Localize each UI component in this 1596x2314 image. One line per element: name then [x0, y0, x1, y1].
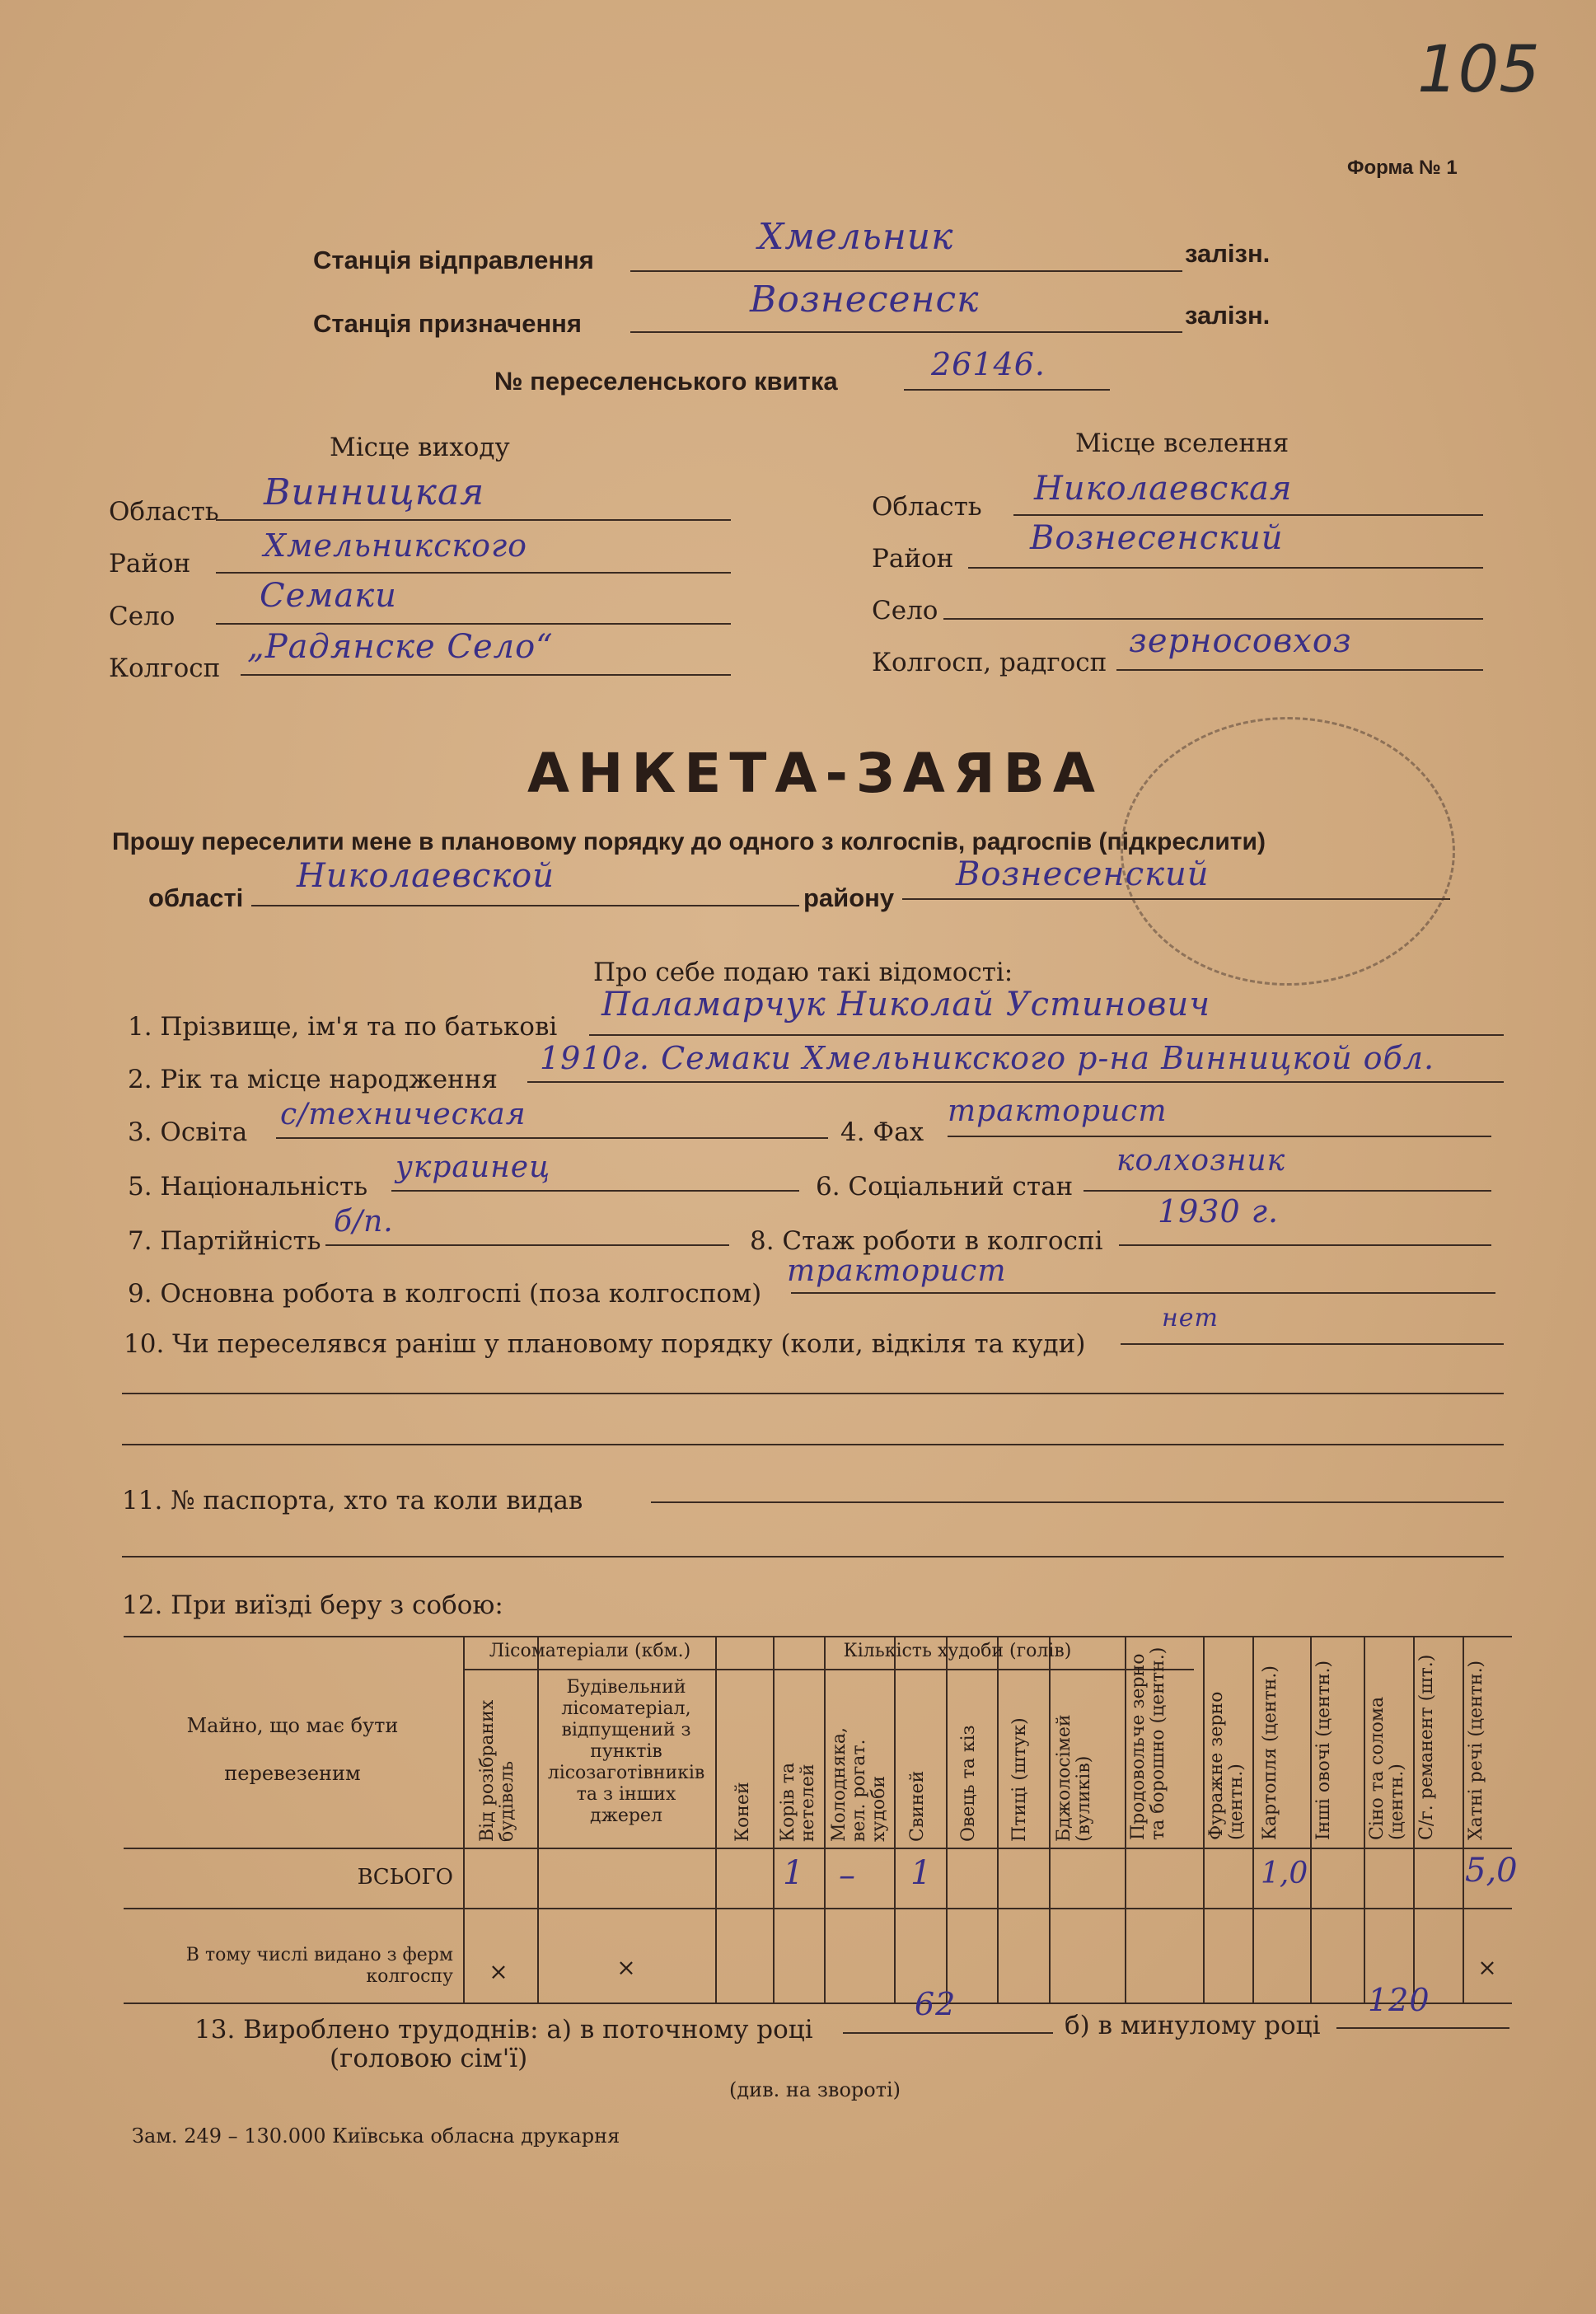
col-house: Хатні речі (центн.) — [1466, 1660, 1486, 1840]
col-div-7 — [946, 1636, 948, 2002]
dest-oblast-label: Область — [872, 492, 982, 522]
col-lumber-1: Від розібраних будівель — [477, 1699, 517, 1842]
field-4-value: тракторист — [948, 1094, 1168, 1128]
field-5-value: украинец — [395, 1150, 551, 1184]
table-row-rule — [124, 1908, 1512, 1909]
col-div-9 — [1049, 1636, 1051, 2002]
field-11-line-2 — [122, 1556, 1504, 1558]
dest-village-line — [943, 618, 1483, 620]
origin-oblast-line — [216, 519, 731, 521]
field-10-line — [1121, 1343, 1504, 1345]
origin-raion-value: Хмельникского — [264, 527, 528, 564]
field-3-value: с/техническая — [280, 1098, 527, 1131]
field-6-label: 6. Соціальний стан — [816, 1172, 1074, 1202]
field-6-line — [1084, 1190, 1491, 1192]
total-potato: 1,0 — [1261, 1857, 1308, 1890]
dest-raion-line — [968, 567, 1483, 569]
destination-suffix: залізн. — [1185, 301, 1271, 330]
total-cows: 1 — [783, 1854, 804, 1892]
request-oblast-label: області — [148, 883, 244, 912]
workdays-label-b: б) в минулому році — [1065, 2011, 1321, 2040]
departure-label: Станція відправлення — [313, 246, 594, 274]
field-5-label: 5. Національність — [128, 1172, 368, 1202]
departure-value: Хмельник — [758, 216, 954, 258]
dest-kolhosp-line — [1116, 669, 1483, 671]
origin-heading: Місце виходу — [330, 433, 510, 462]
field-11-label: 11. № паспорта, хто та коли видав — [122, 1486, 583, 1515]
col-bees: Бджолосімей (вуликів) — [1054, 1714, 1094, 1842]
cross-1: × — [489, 1958, 508, 1985]
dest-kolhosp-value: зерносовхоз — [1129, 622, 1352, 660]
field-2-value: 1910г. Семаки Хмельникского р-на Винницкой обл. — [540, 1040, 1435, 1076]
intro-text: Про себе подаю такі відомості: — [593, 958, 1013, 987]
total-young: – — [839, 1857, 855, 1895]
origin-raion-label: Район — [109, 549, 191, 578]
col-potato: Картопля (центн.) — [1260, 1665, 1280, 1840]
col-div-2 — [537, 1636, 539, 2002]
cross-3: × — [1477, 1954, 1497, 1981]
destination-value: Вознесенск — [750, 279, 980, 321]
col-lumber-2: Будівельний лісоматеріал, відпущений з пунктів лісозаготівників та з інших джерел — [547, 1677, 705, 1826]
total-house: 5,0 — [1465, 1852, 1518, 1890]
see-overleaf: (див. на звороті) — [729, 2078, 901, 2101]
field-10-value: нет — [1162, 1304, 1219, 1333]
field-8-line — [1119, 1244, 1491, 1246]
col-young: Молодняка, вел. рогат. худоби — [829, 1727, 889, 1842]
page-title: АНКЕТА-ЗАЯВА — [527, 742, 1104, 805]
col-horses: Коней — [732, 1782, 753, 1842]
field-6-value: колхозник — [1116, 1144, 1286, 1178]
table-bottom-rule — [124, 2002, 1512, 2004]
archive-number: 105 — [1417, 33, 1540, 107]
col-div-6 — [894, 1636, 896, 2002]
origin-oblast-label: Область — [109, 497, 219, 527]
field-3-label: 3. Освіта — [128, 1117, 248, 1147]
group-lumber: Лісоматеріали (кбм.) — [489, 1641, 691, 1661]
workdays-line-b — [1336, 2027, 1509, 2029]
col-birds: Птиці (штук) — [1009, 1717, 1030, 1842]
dest-oblast-value: Николаевская — [1034, 470, 1293, 508]
ticket-label: № переселенського квитка — [494, 367, 838, 396]
field-7-line — [325, 1244, 729, 1246]
ticket-value: 26146. — [931, 346, 1046, 382]
workdays-sub: (головою сім'ї) — [330, 2044, 528, 2073]
request-oblast-line — [251, 905, 799, 906]
field-5-line — [391, 1190, 799, 1192]
row-total-label: ВСЬОГО — [357, 1865, 453, 1890]
group-livestock: Кількість худоби (голів) — [843, 1641, 1072, 1661]
col-div-15 — [1413, 1636, 1415, 2002]
departure-suffix: залізн. — [1185, 239, 1271, 268]
field-2-line — [527, 1081, 1504, 1083]
field-1-label: 1. Прізвище, ім'я та по батькові — [128, 1012, 558, 1042]
col-div-8 — [997, 1636, 999, 2002]
workdays-line-a — [843, 2032, 1053, 2034]
cross-2: × — [616, 1954, 636, 1981]
printer-note: Зам. 249 – 130.000 Київська обласна друкарня — [132, 2124, 620, 2148]
dest-oblast-line — [1013, 514, 1483, 516]
table-top-rule — [124, 1636, 1512, 1637]
col-div-4 — [773, 1636, 775, 2002]
col-div-16 — [1463, 1636, 1464, 2002]
dest-village-label: Село — [872, 596, 938, 625]
col-div-10 — [1125, 1636, 1126, 2002]
transport-table — [124, 1636, 1518, 2002]
col-cows: Корів та нетелей — [778, 1762, 818, 1842]
col-hay: Сіно та солома (центн.) — [1367, 1696, 1407, 1840]
table-group-rule-2 — [715, 1669, 1194, 1670]
col-div-1 — [463, 1636, 465, 2002]
col-div-11 — [1203, 1636, 1205, 2002]
origin-village-line — [216, 623, 731, 625]
col-fodder: Фуражне зерно (центн.) — [1206, 1691, 1247, 1840]
col-tools: С/г. реманент (шт.) — [1416, 1654, 1437, 1840]
origin-kolhosp-value: „Радянске Село“ — [247, 628, 554, 666]
table-header-rule — [124, 1848, 1512, 1849]
field-1-value: Паламарчук Николай Устинович — [601, 986, 1211, 1024]
field-7-value: б/п. — [334, 1205, 394, 1239]
field-8-value: 1930 г. — [1158, 1193, 1280, 1230]
origin-oblast-value: Винницкая — [264, 471, 485, 513]
col-div-14 — [1364, 1636, 1365, 2002]
field-1-line — [589, 1034, 1504, 1036]
request-raion-label: району — [803, 883, 895, 912]
destination-label: Станція призначення — [313, 309, 582, 338]
workdays-value-a: 62 — [915, 1986, 957, 2022]
field-10-line-2 — [122, 1393, 1504, 1394]
origin-kolhosp-label: Колгосп — [109, 653, 221, 683]
request-text: Прошу переселити мене в плановому порядку до одного з колгоспів, радгоспів (підкреслити) — [112, 828, 1266, 855]
destination-line — [630, 331, 1182, 333]
dest-raion-label: Район — [872, 544, 954, 574]
col-grain: Продовольче зерно та борошно (центн.) — [1128, 1646, 1168, 1840]
field-3-line — [276, 1137, 828, 1139]
origin-village-label: Село — [109, 602, 176, 631]
origin-raion-line — [216, 572, 731, 574]
col-div-13 — [1310, 1636, 1312, 2002]
origin-village-value: Семаки — [260, 577, 397, 615]
field-9-line — [791, 1292, 1495, 1294]
field-9-value: тракторист — [787, 1254, 1007, 1288]
dest-raion-value: Вознесенский — [1030, 519, 1284, 557]
col-pigs: Свиней — [907, 1770, 928, 1842]
field-8-label: 8. Стаж роботи в колгоспі — [750, 1226, 1103, 1256]
request-oblast-value: Николаевской — [297, 857, 555, 895]
col-div-3 — [715, 1636, 717, 2002]
dest-heading: Місце вселення — [1075, 429, 1289, 458]
departure-line — [630, 270, 1182, 272]
field-10-line-3 — [122, 1444, 1504, 1445]
col-property: Майно, що має бути перевезеним — [186, 1714, 399, 1785]
field-10-label: 10. Чи переселявся раніш у плановому порядку (коли, відкіля та куди) — [124, 1329, 1086, 1359]
field-4-label: 4. Фах — [840, 1117, 924, 1147]
field-11-line — [651, 1501, 1504, 1503]
field-9-label: 9. Основна робота в колгоспі (поза колгоспом) — [128, 1279, 762, 1309]
form-label: Форма № 1 — [1347, 157, 1458, 179]
request-raion-value: Вознесенский — [956, 855, 1210, 893]
dest-kolhosp-label: Колгосп, радгосп — [872, 648, 1107, 677]
total-pigs: 1 — [910, 1854, 932, 1892]
row-issued-label: В тому числі видано з ферм колгоспу — [185, 1945, 453, 1987]
col-veg: Інші овочі (центн.) — [1313, 1660, 1334, 1840]
field-4-line — [948, 1136, 1491, 1137]
col-div-12 — [1252, 1636, 1254, 2002]
origin-kolhosp-line — [241, 674, 731, 676]
request-raion-line — [902, 898, 1450, 900]
col-div-5 — [824, 1636, 826, 2002]
workdays-value-b: 120 — [1368, 1982, 1430, 2018]
ticket-line — [904, 389, 1110, 391]
field-12-label: 12. При виїзді беру з собою: — [122, 1590, 503, 1620]
workdays-label-a: 13. Вироблено трудоднів: а) в поточному році — [194, 2015, 813, 2045]
field-7-label: 7. Партійність — [128, 1226, 321, 1256]
col-sheep: Овець та кіз — [958, 1725, 979, 1842]
field-2-label: 2. Рік та місце народження — [128, 1065, 498, 1094]
